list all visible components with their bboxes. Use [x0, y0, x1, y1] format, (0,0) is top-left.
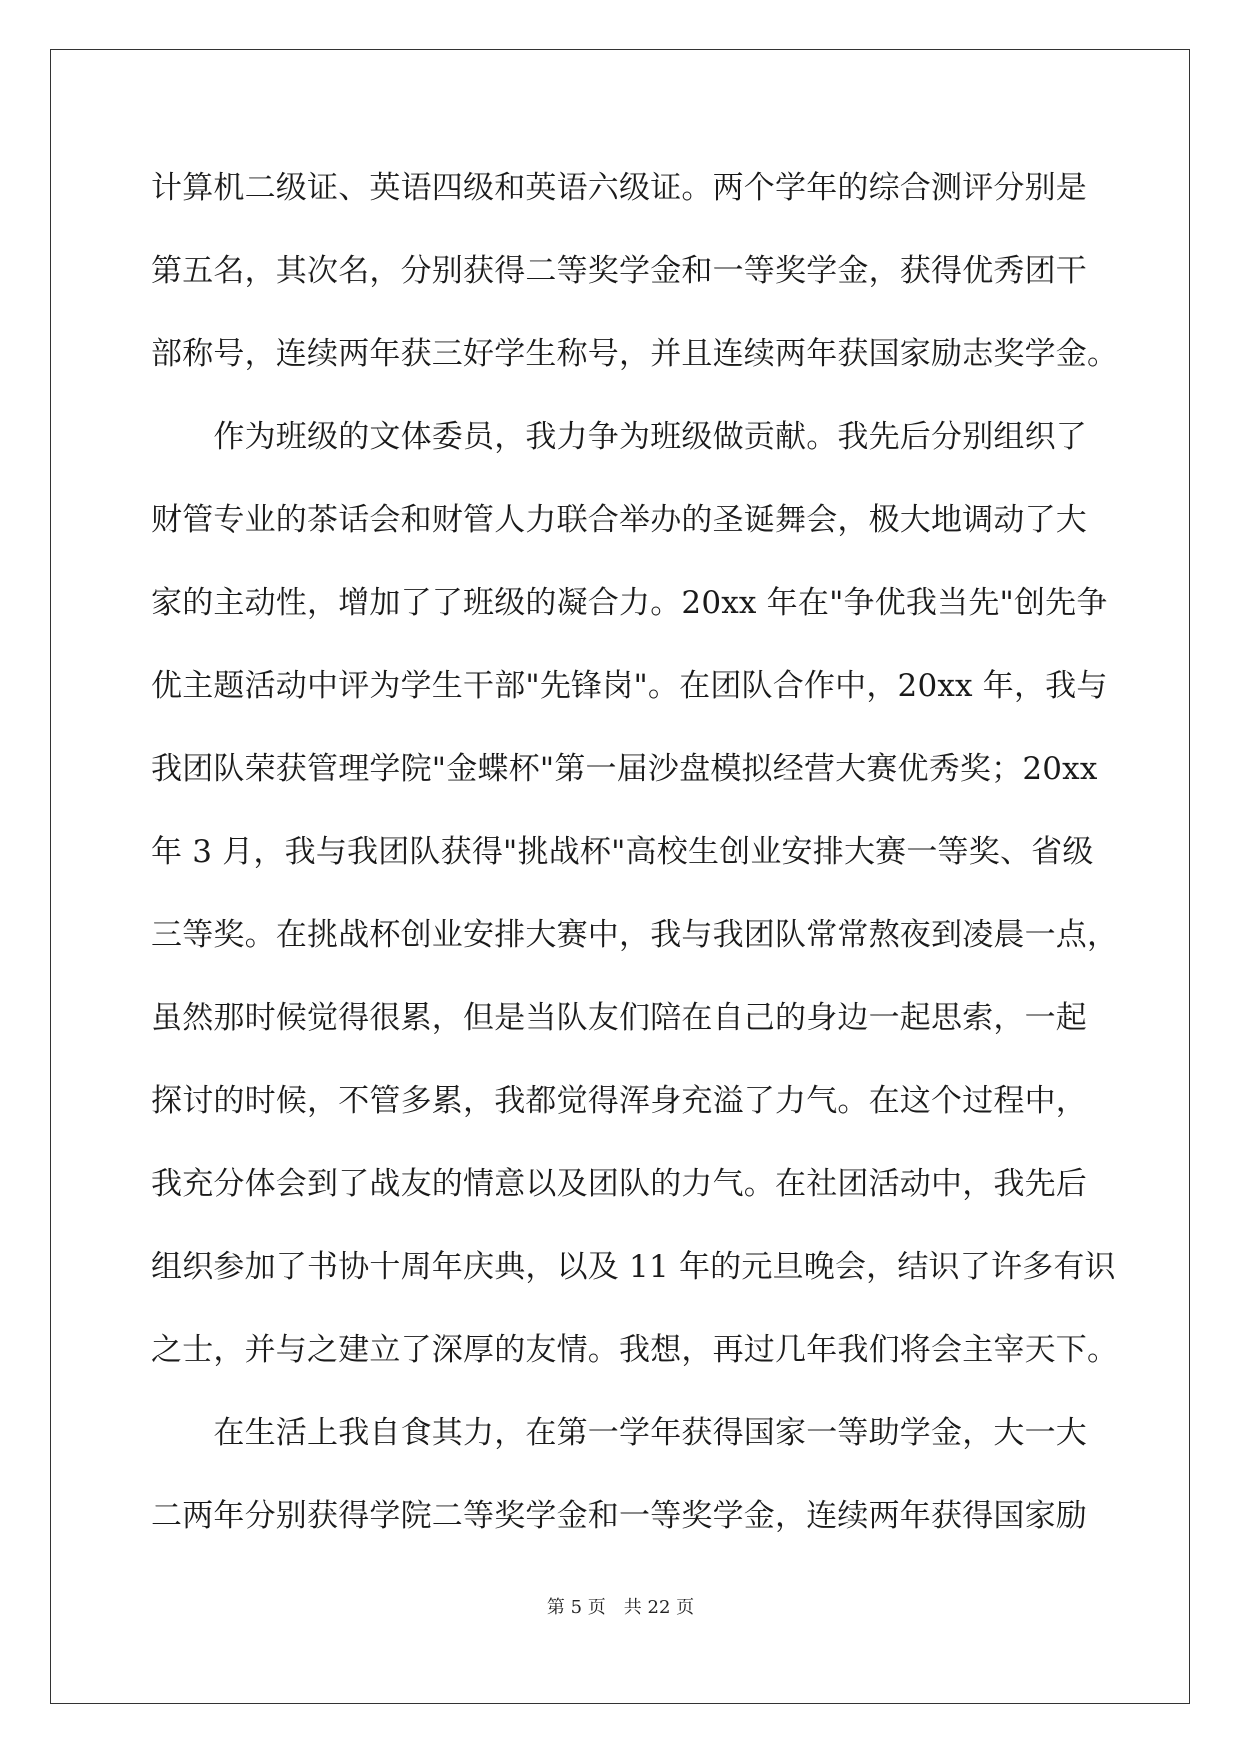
text-line: 组织参加了书协十周年庆典，以及 11 年的元旦晚会，结识了许多有识 [151, 1249, 1116, 1285]
text-line: 家的主动性，增加了了班级的凝合力。20xx 年在"争优我当先"创先争 [151, 585, 1108, 621]
text-line: 部称号，连续两年获三好学生称号，并且连续两年获国家励志奖学金。 [151, 336, 1119, 372]
text-line: 第五名，其次名，分别获得二等奖学金和一等奖学金，获得优秀团干 [151, 253, 1087, 289]
text-line: 之士，并与之建立了深厚的友情。我想，再过几年我们将会主宰天下。 [151, 1332, 1119, 1368]
text-line: 虽然那时候觉得很累，但是当队友们陪在自己的身边一起思索，一起 [151, 1000, 1087, 1036]
page-number: 第 5 页 共 22 页 [546, 1597, 695, 1618]
text-line: 作为班级的文体委员，我力争为班级做贡献。我先后分别组织了 [151, 419, 1087, 455]
text-line: 在生活上我自食其力，在第一学年获得国家一等助学金，大一大 [151, 1415, 1087, 1451]
text-line: 年 3 月，我与我团队获得"挑战杯"高校生创业安排大赛一等奖、省级 [151, 834, 1094, 870]
text-line: 三等奖。在挑战杯创业安排大赛中，我与我团队常常熬夜到凌晨一点， [151, 917, 1119, 953]
text-line: 优主题活动中评为学生干部"先锋岗"。在团队合作中，20xx 年，我与 [151, 668, 1108, 704]
body-text [151, 153, 1119, 1564]
text-line: 我团队荣获管理学院"金蝶杯"第一届沙盘模拟经营大赛优秀奖；20xx [151, 751, 1098, 787]
text-line: 探讨的时候，不管多累，我都觉得浑身充溢了力气。在这个过程中， [151, 1083, 1087, 1119]
text-line: 财管专业的茶话会和财管人力联合举办的圣诞舞会，极大地调动了大 [151, 502, 1087, 538]
text-line: 我充分体会到了战友的情意以及团队的力气。在社团活动中，我先后 [151, 1166, 1087, 1202]
text-line: 二两年分别获得学院二等奖学金和一等奖学金，连续两年获得国家励 [151, 1498, 1087, 1534]
text-line: 计算机二级证、英语四级和英语六级证。两个学年的综合测评分别是 [151, 170, 1087, 206]
